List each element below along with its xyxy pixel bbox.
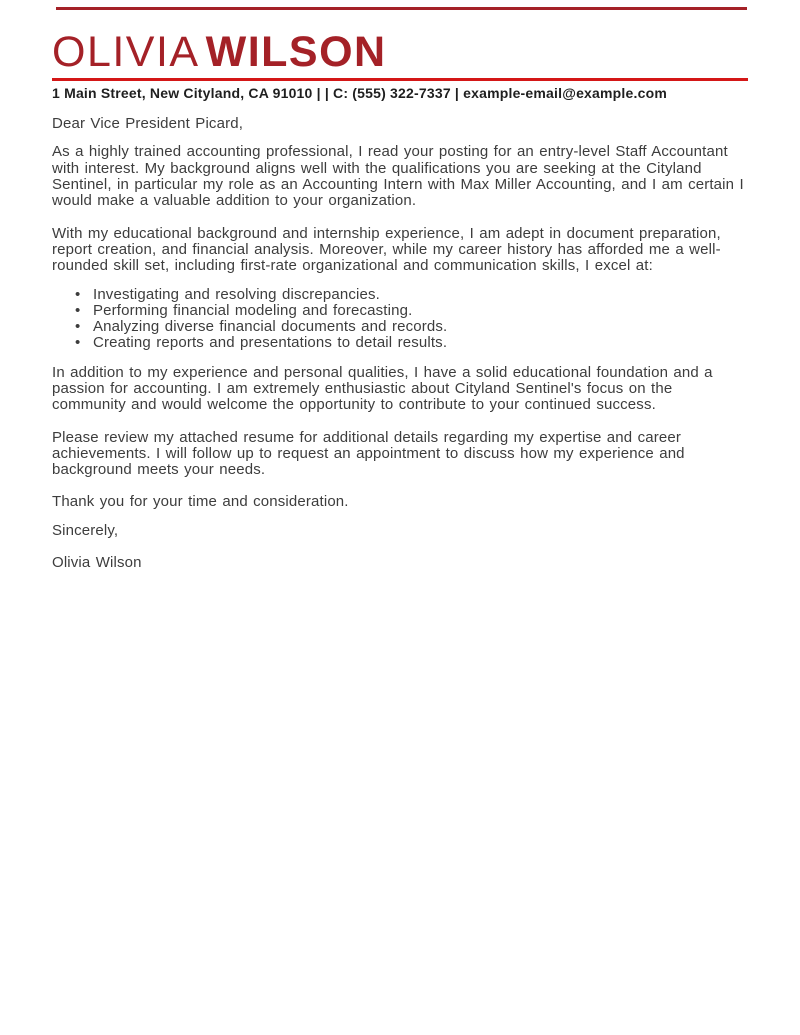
letterhead-first-name: OLIVIA bbox=[52, 28, 200, 76]
skills-list bbox=[52, 287, 748, 352]
letterhead-name bbox=[52, 30, 748, 75]
enthusiasm-paragraph: In addition to my experience and personal qualities, I have a solid educational foundation and a passion for accounting. I am extremely enthusiastic about Cityland Sentinel's focus on the community and would welcome the opportunity to contribute to your continued success. bbox=[52, 363, 713, 414]
list-item: • Creating reports and presentations to detail results. bbox=[93, 335, 748, 351]
intro-paragraph: As a highly trained accounting professional, I read your posting for an entry-level Staff Accountant with interest. My background aligns well with the qualifications you are seeking at the Cityland Sentinel, in particular my role as an Accounting Intern with Max Miller Accounting, and I am certain I would make a valuable addition to your organization. bbox=[52, 143, 744, 210]
letter-body bbox=[52, 116, 748, 571]
list-item: • Analyzing diverse financial documents and records. bbox=[93, 319, 748, 335]
top-accent-rule bbox=[56, 7, 747, 10]
signature-name: Olivia Wilson bbox=[52, 554, 142, 572]
letterhead-rule bbox=[52, 78, 748, 81]
valediction: Sincerely, bbox=[52, 521, 119, 539]
list-item: • Investigating and resolving discrepancies. bbox=[93, 287, 748, 303]
letterhead bbox=[0, 0, 800, 101]
contact-info: 1 Main Street, New Cityland, CA 91010 | | C: (555) 322-7337 | example-email@example.com bbox=[52, 85, 667, 102]
salutation: Dear Vice President Picard, bbox=[52, 115, 244, 133]
skills-paragraph: With my educational background and internship experience, I am adept in document preparation, report creation, and financial analysis. Moreover, while my career history has afforded me a well-rounded skill set, including first-rate organizational and communication skills, I excel at: bbox=[52, 224, 721, 275]
list-item: • Performing financial modeling and forecasting. bbox=[93, 303, 748, 319]
follow-up-paragraph: Please review my attached resume for additional details regarding my expertise and career achievements. I will follow up to request an appointment to discuss how my experience and background meets your needs. bbox=[52, 428, 685, 479]
letterhead-last-name: WILSON bbox=[205, 28, 387, 76]
thanks-line: Thank you for your time and consideration. bbox=[52, 493, 349, 511]
